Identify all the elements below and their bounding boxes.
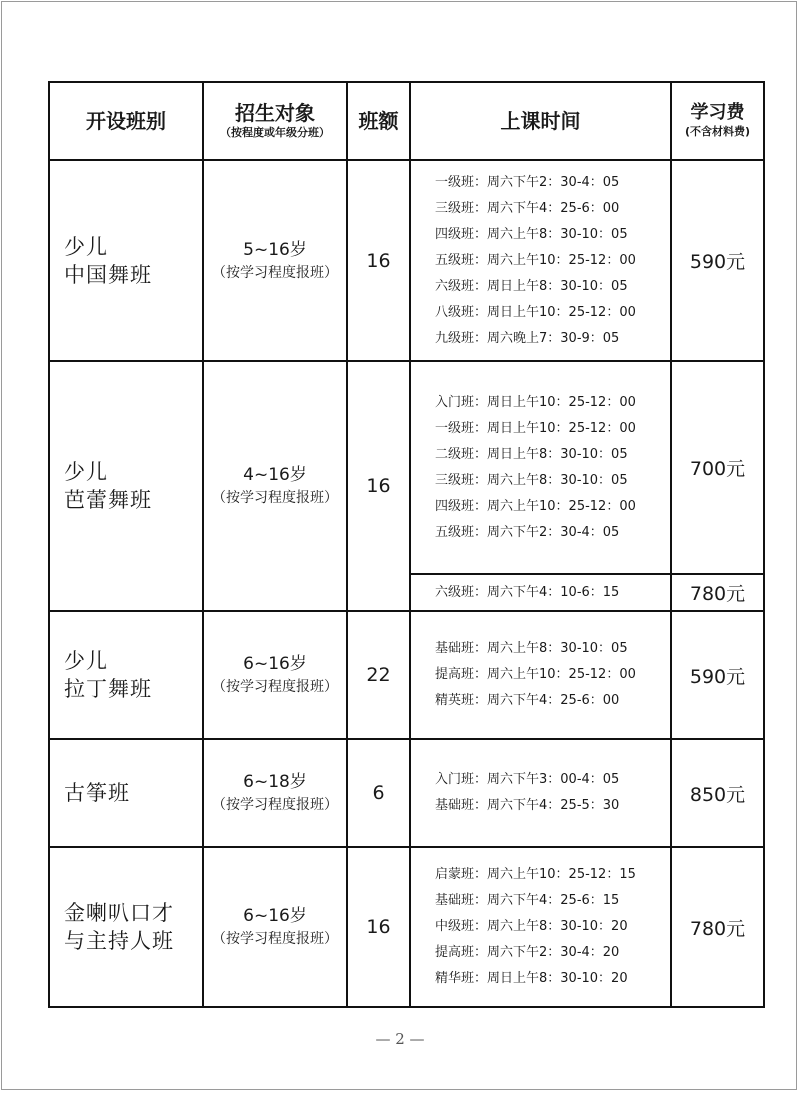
- fee-cell: 850元: [671, 739, 764, 847]
- course-schedule-table: [48, 81, 765, 1008]
- course-name: 古筝班: [49, 739, 203, 847]
- header-fee: 学习费 (不含材料费): [671, 82, 764, 160]
- age-cell: 6~16岁 （按学习程度报班）: [203, 611, 347, 739]
- fee-cell: 780元: [671, 847, 764, 1007]
- time-line: 启蒙班：周六上午10：25-12：15: [435, 867, 636, 882]
- schedule-cell: [410, 361, 671, 574]
- table-row: [49, 361, 764, 574]
- course-name: 金喇叭口才 与主持人班: [49, 847, 203, 1007]
- time-line: 基础班：周六上午8：30-10：05: [435, 641, 628, 656]
- time-line: 精华班：周日上午8：30-10：20: [435, 971, 628, 986]
- time-line: 基础班：周六下午4：25-5：30: [435, 798, 620, 813]
- time-line: 一级班：周日上午10：25-12：00: [435, 420, 636, 436]
- time-line: 六级班：周日上午8：30-10：05: [435, 278, 628, 294]
- time-line: 三级班：周六上午8：30-10：05: [435, 472, 628, 488]
- age-cell: 6~16岁 （按学习程度报班）: [203, 847, 347, 1007]
- time-line: 四级班：周六上午10：25-12：00: [435, 498, 636, 514]
- quota-cell: 16: [347, 160, 410, 361]
- time-line: 提高班：周六上午10：25-12：00: [435, 667, 636, 682]
- table-row: [49, 847, 764, 1007]
- time-line: 二级班：周日上午8：30-10：05: [435, 446, 628, 462]
- time-line: 中级班：周六上午8：30-10：20: [435, 919, 628, 934]
- header-course: 开设班别: [49, 82, 203, 160]
- fee-cell: 590元: [671, 160, 764, 361]
- time-line: 提高班：周六下午2：30-4：20: [435, 945, 620, 960]
- time-line: 基础班：周六下午4：25-6：15: [435, 893, 620, 908]
- course-name: 少儿 芭蕾舞班: [49, 361, 203, 611]
- course-name: 少儿 拉丁舞班: [49, 611, 203, 739]
- quota-cell: 6: [347, 739, 410, 847]
- age-cell: 6~18岁 （按学习程度报班）: [203, 739, 347, 847]
- fee-cell: 700元: [671, 361, 764, 574]
- age-cell: 4~16岁 （按学习程度报班）: [203, 361, 347, 611]
- schedule-cell: [410, 160, 671, 361]
- header-row: [49, 82, 764, 160]
- time-line: 三级班：周六下午4：25-6：00: [435, 200, 620, 216]
- time-line: 四级班：周六上午8：30-10：05: [435, 226, 628, 242]
- header-quota: 班额: [347, 82, 410, 160]
- time-line: 入门班：周六下午3：00-4：05: [435, 772, 620, 787]
- time-line: 八级班：周日上午10：25-12：00: [435, 304, 636, 320]
- header-time: 上课时间: [410, 82, 671, 160]
- fee-cell: 590元: [671, 611, 764, 739]
- schedule-cell: [410, 611, 671, 739]
- schedule-cell: [410, 847, 671, 1007]
- time-line: 一级班：周六下午2：30-4：05: [435, 174, 620, 190]
- quota-cell: 22: [347, 611, 410, 739]
- schedule-cell: [410, 739, 671, 847]
- fee-cell: 780元: [671, 574, 764, 611]
- table-row: [49, 611, 764, 739]
- time-line: 五级班：周六上午10：25-12：00: [435, 252, 636, 268]
- quota-cell: 16: [347, 361, 410, 611]
- schedule-cell: [410, 574, 671, 611]
- time-line: 五级班：周六下午2：30-4：05: [435, 524, 620, 540]
- age-cell: 5~16岁 （按学习程度报班）: [203, 160, 347, 361]
- table-row: [49, 739, 764, 847]
- time-line: 入门班：周日上午10：25-12：00: [435, 394, 636, 410]
- quota-cell: 16: [347, 847, 410, 1007]
- header-target: 招生对象 （按程度或年级分班）: [203, 82, 347, 160]
- time-line: 九级班：周六晚上7：30-9：05: [435, 330, 620, 346]
- time-line: 精英班：周六下午4：25-6：00: [435, 693, 620, 708]
- course-name: 少儿 中国舞班: [49, 160, 203, 361]
- page-number: — 2 —: [375, 1030, 425, 1048]
- table-row: [49, 160, 764, 361]
- time-line: 六级班：周六下午4：10-6：15: [435, 584, 620, 600]
